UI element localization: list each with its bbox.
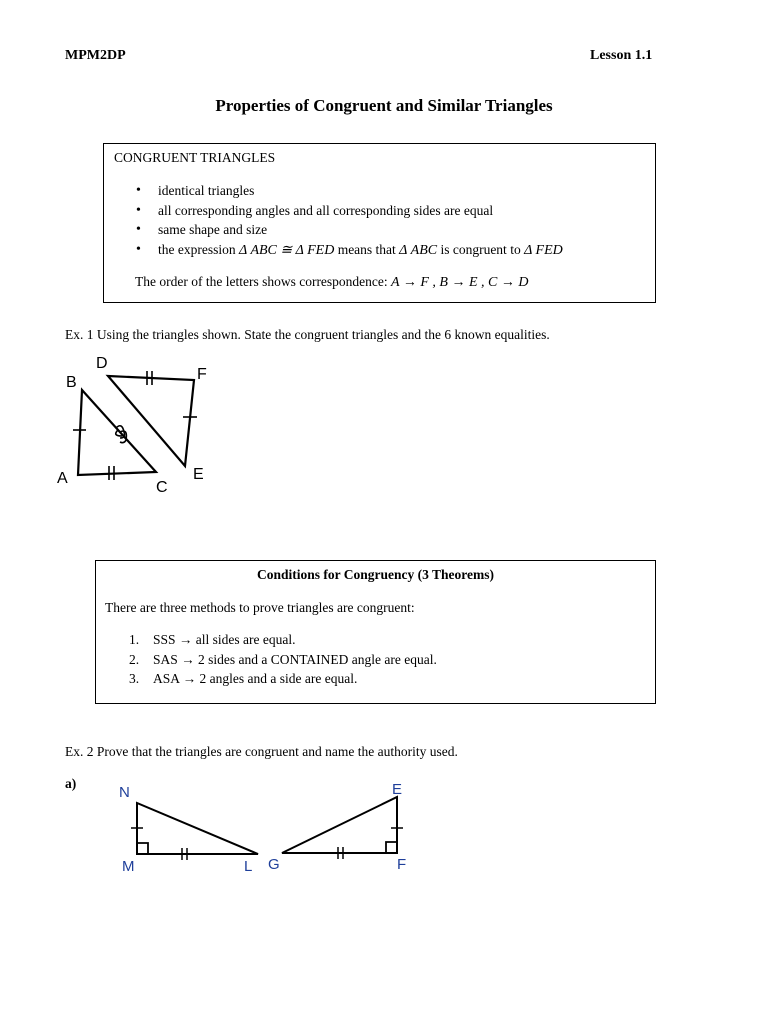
congruent-heading: CONGRUENT TRIANGLES bbox=[114, 150, 276, 165]
conditions-list bbox=[129, 630, 437, 689]
label-c: C bbox=[156, 479, 168, 496]
ex2-prompt: Ex. 2 Prove that the triangles are congruent and name the authority used. bbox=[65, 744, 458, 759]
label-e2: E bbox=[392, 781, 403, 798]
ex2-triangles-diagram bbox=[110, 775, 420, 880]
conditions-box bbox=[95, 560, 656, 704]
congruent-triangles-box bbox=[103, 143, 656, 303]
ex1-prompt: Ex. 1 Using the triangles shown. State the congruent triangles and the 6 known equalities. bbox=[65, 327, 550, 342]
expr-abc: Δ ABC bbox=[399, 242, 438, 258]
bullet-corresponding: • all corresponding angles and all corresponding sides are equal bbox=[104, 201, 563, 221]
order-expression: A → F , B → E , C → D bbox=[391, 275, 529, 290]
triangle-nml bbox=[137, 803, 258, 854]
condition-asa: 3. ASA → 2 angles and a side are equal. bbox=[129, 671, 358, 686]
triangle-efg bbox=[282, 797, 397, 853]
label-f: F bbox=[197, 366, 207, 383]
triangle-abc bbox=[78, 390, 156, 475]
page-title: Properties of Congruent and Similar Triangles bbox=[215, 96, 553, 115]
condition-sas: 2. SAS → 2 sides and a CONTAINED angle are equal. bbox=[129, 651, 437, 667]
bullet-shape-size: • same shape and size bbox=[104, 220, 563, 240]
order-line: The order of the letters shows correspondence: A → F , B → E , C → D bbox=[135, 274, 529, 290]
label-e: E bbox=[193, 466, 204, 483]
label-n: N bbox=[119, 784, 130, 801]
ex2-part-a: a) bbox=[65, 776, 77, 791]
bullet-expression: • the expression Δ ABC ≅ Δ FED means that Δ ABC is congruent to Δ FED bbox=[104, 240, 563, 261]
label-g: G bbox=[268, 856, 280, 873]
expr-abc-fed: Δ ABC ≅ Δ FED bbox=[238, 242, 335, 258]
expr-fed: Δ FED bbox=[524, 242, 563, 258]
conditions-intro: There are three methods to prove triangles are congruent: bbox=[105, 600, 415, 615]
lesson-number: Lesson 1.1 bbox=[590, 48, 653, 63]
label-a: A bbox=[57, 470, 68, 487]
course-code: MPM2DP bbox=[65, 48, 126, 63]
right-angle-m bbox=[137, 843, 148, 854]
label-l: L bbox=[244, 858, 253, 875]
label-f2: F bbox=[397, 856, 407, 873]
label-b: B bbox=[66, 374, 77, 391]
condition-sss: 1. SSS → all sides are equal. bbox=[129, 632, 296, 647]
ex1-triangles-diagram bbox=[50, 350, 230, 500]
label-m: M bbox=[122, 858, 135, 875]
label-d: D bbox=[96, 355, 108, 372]
bullet-identical: • identical triangles bbox=[104, 181, 563, 201]
congruent-bullets bbox=[104, 181, 563, 260]
right-angle-f bbox=[386, 842, 397, 853]
triangle-dfe bbox=[108, 376, 194, 466]
conditions-heading: Conditions for Congruency (3 Theorems) bbox=[256, 567, 494, 582]
